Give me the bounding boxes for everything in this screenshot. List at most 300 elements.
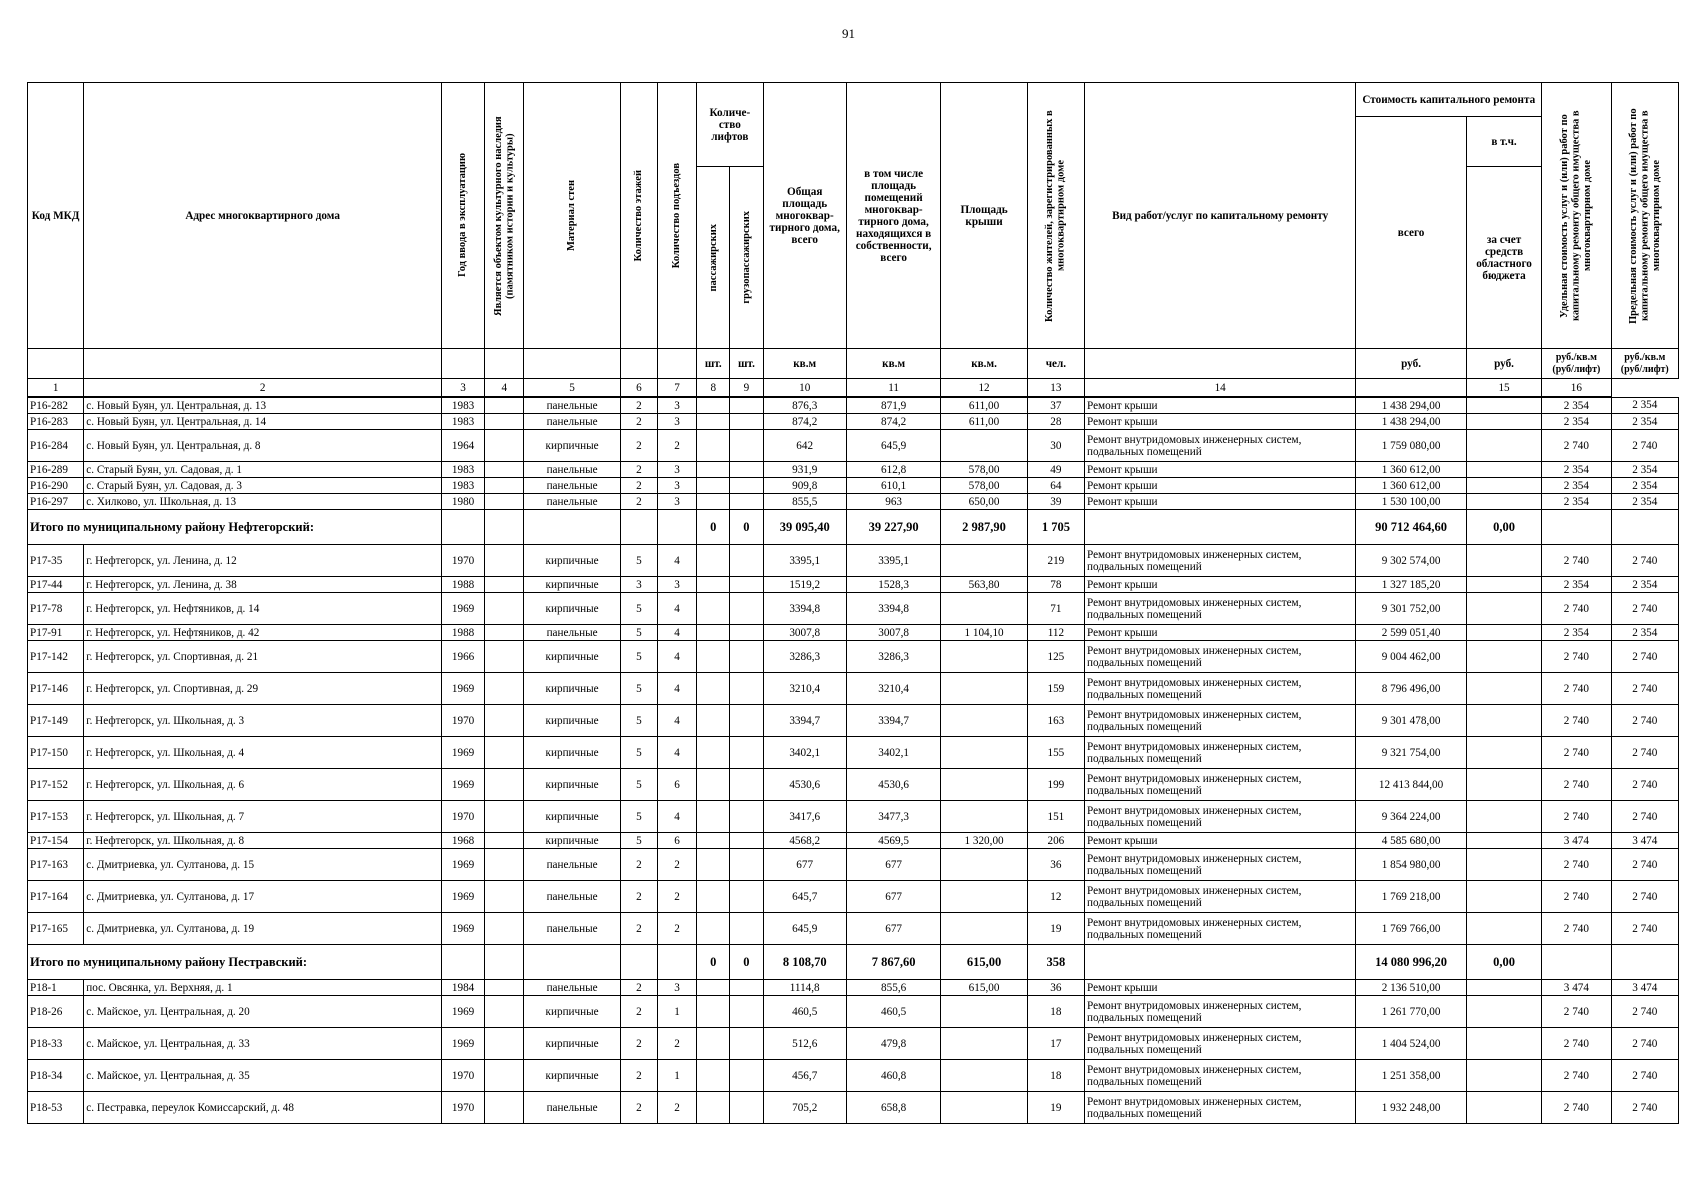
- floors: 2: [620, 414, 657, 430]
- freight-lifts: [730, 769, 763, 801]
- passenger-lifts: [697, 593, 730, 625]
- work-type: Ремонт крыши: [1085, 494, 1356, 510]
- work-type: Ремонт внутридомовых инженерных систем, подвальных помещений: [1085, 1028, 1356, 1060]
- work-type: Ремонт крыши: [1085, 414, 1356, 430]
- roof-area: [941, 545, 1027, 577]
- unit-rub: руб.: [1466, 349, 1541, 379]
- wall-material: панельные: [524, 1092, 620, 1124]
- cost-total: 1 327 185,20: [1356, 577, 1467, 593]
- address: с. Дмитриевка, ул. Султанова, д. 15: [84, 849, 442, 881]
- max-cost: 2 740: [1611, 1092, 1678, 1124]
- max-cost: 2 740: [1611, 593, 1678, 625]
- cost-total: 1 360 612,00: [1356, 462, 1467, 478]
- total-area: 456,7: [763, 1060, 846, 1092]
- max-cost: 2 354: [1611, 577, 1678, 593]
- owned-area: 3394,7: [846, 705, 940, 737]
- roof-area: 650,00: [941, 494, 1027, 510]
- work-type: Ремонт внутридомовых инженерных систем, подвальных помещений: [1085, 849, 1356, 881]
- work-type: Ремонт внутридомовых инженерных систем, подвальных помещений: [1085, 881, 1356, 913]
- address: г. Нефтегорск, ул. Спортивная, д. 29: [84, 673, 442, 705]
- entrances: 1: [658, 996, 697, 1028]
- address: г. Нефтегорск, ул. Спортивная, д. 21: [84, 641, 442, 673]
- wall-material: кирпичные: [524, 705, 620, 737]
- mkd-code: Р18-53: [28, 1092, 84, 1124]
- entrances: 2: [658, 1092, 697, 1124]
- unit-cost: 2 354: [1542, 397, 1611, 414]
- entrances: 4: [658, 625, 697, 641]
- regional-budget: [1466, 913, 1541, 945]
- floors: 2: [620, 996, 657, 1028]
- residents: 37: [1027, 397, 1084, 414]
- freight-lifts: [730, 996, 763, 1028]
- entrances: 4: [658, 673, 697, 705]
- work-type: Ремонт крыши: [1085, 478, 1356, 494]
- residents: 30: [1027, 430, 1084, 462]
- total-residents: 358: [1027, 945, 1084, 980]
- floors: 5: [620, 673, 657, 705]
- passenger-lifts: [697, 705, 730, 737]
- table-row: [28, 494, 1679, 510]
- unit-cost: 2 740: [1542, 769, 1611, 801]
- address: г. Нефтегорск, ул. Нефтяников, д. 42: [84, 625, 442, 641]
- entrances: 3: [658, 397, 697, 414]
- wall-material: панельные: [524, 980, 620, 996]
- wall-material: кирпичные: [524, 1060, 620, 1092]
- cost-total: 1 932 248,00: [1356, 1092, 1467, 1124]
- residents: 206: [1027, 833, 1084, 849]
- year: 1983: [441, 462, 484, 478]
- cost-total: 9 364 224,00: [1356, 801, 1467, 833]
- address: пос. Овсянка, ул. Верхняя, д. 1: [84, 980, 442, 996]
- floors: 5: [620, 833, 657, 849]
- mkd-code: Р16-290: [28, 478, 84, 494]
- work-type: Ремонт внутридомовых инженерных систем, подвальных помещений: [1085, 801, 1356, 833]
- roof-area: 611,00: [941, 414, 1027, 430]
- total-area: 460,5: [763, 996, 846, 1028]
- floors: 5: [620, 769, 657, 801]
- cost-total: 1 261 770,00: [1356, 996, 1467, 1028]
- regional-budget: [1466, 801, 1541, 833]
- mkd-code: Р17-150: [28, 737, 84, 769]
- cost-total: 1 438 294,00: [1356, 414, 1467, 430]
- unit-cost: 2 740: [1542, 1028, 1611, 1060]
- heritage: [485, 641, 524, 673]
- cost-total: 4 585 680,00: [1356, 833, 1467, 849]
- heritage: [485, 593, 524, 625]
- table-row: [28, 737, 1679, 769]
- roof-area: [941, 705, 1027, 737]
- regional-budget: [1466, 625, 1541, 641]
- column-number: 5: [524, 379, 620, 398]
- floors: 2: [620, 494, 657, 510]
- cost-total: 9 301 478,00: [1356, 705, 1467, 737]
- entrances: 2: [658, 913, 697, 945]
- address: с. Майское, ул. Центральная, д. 35: [84, 1060, 442, 1092]
- total-area: 855,5: [763, 494, 846, 510]
- work-type: Ремонт внутридомовых инженерных систем, подвальных помещений: [1085, 593, 1356, 625]
- header-wall-material: Материал стен: [566, 180, 578, 251]
- unit-cost: 2 354: [1542, 478, 1611, 494]
- cost-total: 2 599 051,40: [1356, 625, 1467, 641]
- total-freight-lifts: 0: [730, 945, 763, 980]
- table-row: [28, 478, 1679, 494]
- floors: 3: [620, 577, 657, 593]
- address: г. Нефтегорск, ул. Ленина, д. 12: [84, 545, 442, 577]
- passenger-lifts: [697, 980, 730, 996]
- residents: 151: [1027, 801, 1084, 833]
- header-owned-area: в том числе площадь помещений многоквар-тирного дома, находящихся в собственности, всего: [846, 83, 940, 349]
- total-area: 876,3: [763, 397, 846, 414]
- roof-area: [941, 1028, 1027, 1060]
- year: 1966: [441, 641, 484, 673]
- regional-budget: [1466, 737, 1541, 769]
- floors: 2: [620, 430, 657, 462]
- cost-total: 1 530 100,00: [1356, 494, 1467, 510]
- total-area: 3210,4: [763, 673, 846, 705]
- total-area: 677: [763, 849, 846, 881]
- work-type: Ремонт внутридомовых инженерных систем, подвальных помещений: [1085, 705, 1356, 737]
- freight-lifts: [730, 737, 763, 769]
- total-area: 3394,7: [763, 705, 846, 737]
- heritage: [485, 462, 524, 478]
- roof-area: [941, 881, 1027, 913]
- passenger-lifts: [697, 462, 730, 478]
- heritage: [485, 494, 524, 510]
- roof-area: 611,00: [941, 397, 1027, 414]
- roof-area: [941, 849, 1027, 881]
- work-type: Ремонт крыши: [1085, 625, 1356, 641]
- work-type: Ремонт крыши: [1085, 462, 1356, 478]
- total-passenger-lifts: 0: [697, 510, 730, 545]
- column-number: 12: [941, 379, 1027, 398]
- year: 1969: [441, 849, 484, 881]
- owned-area: 645,9: [846, 430, 940, 462]
- residents: 39: [1027, 494, 1084, 510]
- mkd-code: Р16-289: [28, 462, 84, 478]
- residents: 12: [1027, 881, 1084, 913]
- header-freight-lifts: грузопассажирских: [740, 211, 752, 304]
- work-type: Ремонт внутридомовых инженерных систем, подвальных помещений: [1085, 769, 1356, 801]
- mkd-code: Р17-165: [28, 913, 84, 945]
- owned-area: 658,8: [846, 1092, 940, 1124]
- total-cost: 90 712 464,60: [1356, 510, 1467, 545]
- wall-material: кирпичные: [524, 833, 620, 849]
- year: 1988: [441, 625, 484, 641]
- column-number: 1: [28, 379, 84, 398]
- address: с. Майское, ул. Центральная, д. 33: [84, 1028, 442, 1060]
- freight-lifts: [730, 673, 763, 705]
- work-type: Ремонт крыши: [1085, 833, 1356, 849]
- regional-budget: [1466, 593, 1541, 625]
- entrances: 3: [658, 577, 697, 593]
- roof-area: [941, 769, 1027, 801]
- mkd-code: Р17-78: [28, 593, 84, 625]
- heritage: [485, 397, 524, 414]
- year: 1970: [441, 545, 484, 577]
- wall-material: панельные: [524, 849, 620, 881]
- heritage: [485, 1092, 524, 1124]
- work-type: Ремонт внутридомовых инженерных систем, подвальных помещений: [1085, 545, 1356, 577]
- year: 1969: [441, 769, 484, 801]
- entrances: 4: [658, 705, 697, 737]
- wall-material: кирпичные: [524, 996, 620, 1028]
- heritage: [485, 1060, 524, 1092]
- freight-lifts: [730, 478, 763, 494]
- header-lifts: Количе-ство лифтов: [697, 83, 763, 167]
- regional-budget: [1466, 577, 1541, 593]
- floors: 2: [620, 1028, 657, 1060]
- passenger-lifts: [697, 833, 730, 849]
- year: 1970: [441, 1092, 484, 1124]
- address: г. Нефтегорск, ул. Школьная, д. 7: [84, 801, 442, 833]
- unit-rub-sqm: руб./кв.м (руб/лифт): [1611, 349, 1678, 379]
- table-row: [28, 996, 1679, 1028]
- residents: 219: [1027, 545, 1084, 577]
- header-total-area: Общая площадь многоквар-тирного дома, всего: [763, 83, 846, 349]
- freight-lifts: [730, 625, 763, 641]
- total-area: 909,8: [763, 478, 846, 494]
- entrances: 3: [658, 462, 697, 478]
- entrances: 3: [658, 478, 697, 494]
- floors: 2: [620, 1092, 657, 1124]
- total-roof-area: 2 987,90: [941, 510, 1027, 545]
- residents: 159: [1027, 673, 1084, 705]
- owned-area: 3394,8: [846, 593, 940, 625]
- header-passenger-lifts: пассажирских: [707, 223, 719, 292]
- total-area: 1114,8: [763, 980, 846, 996]
- regional-budget: [1466, 1028, 1541, 1060]
- table-row: [28, 801, 1679, 833]
- table-row: [28, 462, 1679, 478]
- wall-material: панельные: [524, 625, 620, 641]
- column-number: 11: [846, 379, 940, 398]
- total-area: 705,2: [763, 1092, 846, 1124]
- wall-material: кирпичные: [524, 769, 620, 801]
- wall-material: панельные: [524, 913, 620, 945]
- total-freight-lifts: 0: [730, 510, 763, 545]
- mkd-code: Р16-284: [28, 430, 84, 462]
- passenger-lifts: [697, 801, 730, 833]
- max-cost: 2 740: [1611, 996, 1678, 1028]
- wall-material: панельные: [524, 494, 620, 510]
- entrances: 3: [658, 980, 697, 996]
- owned-area: 1528,3: [846, 577, 940, 593]
- entrances: 2: [658, 1028, 697, 1060]
- freight-lifts: [730, 462, 763, 478]
- heritage: [485, 769, 524, 801]
- owned-area: 677: [846, 849, 940, 881]
- owned-area: 871,9: [846, 397, 940, 414]
- total-area: 3007,8: [763, 625, 846, 641]
- cost-total: 1 854 980,00: [1356, 849, 1467, 881]
- floors: 5: [620, 593, 657, 625]
- roof-area: 578,00: [941, 462, 1027, 478]
- max-cost: 2 740: [1611, 705, 1678, 737]
- floors: 2: [620, 849, 657, 881]
- freight-lifts: [730, 881, 763, 913]
- total-area: 645,9: [763, 913, 846, 945]
- header-unit-cost: Удельная стоимость услуг и (или) работ по капитальному ремонту общего имущества в многоквартирном доме: [1559, 110, 1594, 321]
- floors: 5: [620, 625, 657, 641]
- table-row: [28, 641, 1679, 673]
- freight-lifts: [730, 593, 763, 625]
- column-number: 2: [84, 379, 442, 398]
- unit-cost: 2 740: [1542, 1092, 1611, 1124]
- owned-area: 460,8: [846, 1060, 940, 1092]
- unit-cost: 2 740: [1542, 430, 1611, 462]
- max-cost: 2 740: [1611, 1028, 1678, 1060]
- entrances: 2: [658, 881, 697, 913]
- floors: 2: [620, 397, 657, 414]
- roof-area: [941, 641, 1027, 673]
- header-work-type: Вид работ/услуг по капитальному ремонту: [1085, 83, 1356, 349]
- heritage: [485, 673, 524, 705]
- owned-area: 963: [846, 494, 940, 510]
- year: 1984: [441, 980, 484, 996]
- freight-lifts: [730, 577, 763, 593]
- table-row: [28, 625, 1679, 641]
- regional-budget: [1466, 849, 1541, 881]
- entrances: 3: [658, 494, 697, 510]
- unit-pcs: шт.: [697, 349, 730, 379]
- year: 1980: [441, 494, 484, 510]
- regional-budget: [1466, 641, 1541, 673]
- year: 1983: [441, 478, 484, 494]
- work-type: Ремонт крыши: [1085, 577, 1356, 593]
- cost-total: 1 769 218,00: [1356, 881, 1467, 913]
- residents: 125: [1027, 641, 1084, 673]
- regional-budget: [1466, 833, 1541, 849]
- owned-area: 855,6: [846, 980, 940, 996]
- regional-budget: [1466, 1092, 1541, 1124]
- table-row: [28, 577, 1679, 593]
- wall-material: кирпичные: [524, 801, 620, 833]
- column-number: 15: [1466, 379, 1541, 398]
- page-number: 91: [842, 26, 855, 41]
- heritage: [485, 625, 524, 641]
- table-row: [28, 980, 1679, 996]
- heritage: [485, 545, 524, 577]
- max-cost: 2 740: [1611, 641, 1678, 673]
- max-cost: 2 740: [1611, 881, 1678, 913]
- passenger-lifts: [697, 769, 730, 801]
- mkd-code: Р17-91: [28, 625, 84, 641]
- work-type: Ремонт внутридомовых инженерных систем, подвальных помещений: [1085, 641, 1356, 673]
- header-max-cost: Предельная стоимость услуг и (или) работ по капитальному ремонту общего имущества в многоквартирном доме: [1627, 107, 1662, 324]
- floors: 2: [620, 913, 657, 945]
- address: с. Новый Буян, ул. Центральная, д. 8: [84, 430, 442, 462]
- mkd-code: Р17-164: [28, 881, 84, 913]
- year: 1970: [441, 1060, 484, 1092]
- year: 1969: [441, 996, 484, 1028]
- header-roof-area: Площадь крыши: [941, 83, 1027, 349]
- wall-material: панельные: [524, 414, 620, 430]
- roof-area: 1 320,00: [941, 833, 1027, 849]
- work-type: Ремонт крыши: [1085, 397, 1356, 414]
- total-area: 39 095,40: [763, 510, 846, 545]
- total-owned-area: 7 867,60: [846, 945, 940, 980]
- cost-total: 8 796 496,00: [1356, 673, 1467, 705]
- owned-area: 479,8: [846, 1028, 940, 1060]
- total-area: 931,9: [763, 462, 846, 478]
- cost-total: 12 413 844,00: [1356, 769, 1467, 801]
- roof-area: 1 104,10: [941, 625, 1027, 641]
- table-body: [28, 397, 1679, 1124]
- roof-area: [941, 430, 1027, 462]
- unit-cost: 2 740: [1542, 705, 1611, 737]
- address: с. Новый Буян, ул. Центральная, д. 13: [84, 397, 442, 414]
- work-type: Ремонт внутридомовых инженерных систем, подвальных помещений: [1085, 1092, 1356, 1124]
- work-type: Ремонт внутридомовых инженерных систем, подвальных помещений: [1085, 1060, 1356, 1092]
- year: 1969: [441, 673, 484, 705]
- cost-total: 1 404 524,00: [1356, 1028, 1467, 1060]
- repair-register-table: [27, 82, 1679, 1124]
- roof-area: [941, 1060, 1027, 1092]
- unit-cost: 3 474: [1542, 980, 1611, 996]
- max-cost: 2 354: [1611, 625, 1678, 641]
- residents: 163: [1027, 705, 1084, 737]
- address: г. Нефтегорск, ул. Школьная, д. 6: [84, 769, 442, 801]
- mkd-code: Р18-26: [28, 996, 84, 1028]
- freight-lifts: [730, 849, 763, 881]
- max-cost: 2 354: [1611, 494, 1678, 510]
- passenger-lifts: [697, 1092, 730, 1124]
- residents: 155: [1027, 737, 1084, 769]
- regional-budget: [1466, 414, 1541, 430]
- table-row: [28, 593, 1679, 625]
- table-row: [28, 397, 1679, 414]
- address: с. Дмитриевка, ул. Султанова, д. 19: [84, 913, 442, 945]
- floors: 2: [620, 1060, 657, 1092]
- max-cost: 2 740: [1611, 430, 1678, 462]
- heritage: [485, 833, 524, 849]
- owned-area: 3477,3: [846, 801, 940, 833]
- cost-total: 1 251 358,00: [1356, 1060, 1467, 1092]
- mkd-code: Р17-146: [28, 673, 84, 705]
- passenger-lifts: [697, 737, 730, 769]
- total-area: 512,6: [763, 1028, 846, 1060]
- unit-cost: 2 740: [1542, 673, 1611, 705]
- work-type: Ремонт внутридомовых инженерных систем, подвальных помещений: [1085, 737, 1356, 769]
- cost-total: 1 360 612,00: [1356, 478, 1467, 494]
- year: 1964: [441, 430, 484, 462]
- regional-budget: [1466, 769, 1541, 801]
- heritage: [485, 996, 524, 1028]
- year: 1983: [441, 414, 484, 430]
- unit-cost: 2 740: [1542, 881, 1611, 913]
- freight-lifts: [730, 641, 763, 673]
- unit-cost: 2 740: [1542, 913, 1611, 945]
- freight-lifts: [730, 1092, 763, 1124]
- unit-cost: 2 354: [1542, 494, 1611, 510]
- owned-area: 677: [846, 881, 940, 913]
- floors: 2: [620, 881, 657, 913]
- total-area: 3394,8: [763, 593, 846, 625]
- roof-area: 578,00: [941, 478, 1027, 494]
- floors: 5: [620, 705, 657, 737]
- passenger-lifts: [697, 545, 730, 577]
- floors: 5: [620, 737, 657, 769]
- roof-area: [941, 1092, 1027, 1124]
- column-number: 14: [1085, 379, 1356, 398]
- entrances: 6: [658, 769, 697, 801]
- wall-material: кирпичные: [524, 737, 620, 769]
- unit-cost: 2 740: [1542, 641, 1611, 673]
- table-row: [28, 414, 1679, 430]
- unit-cost: 2 354: [1542, 462, 1611, 478]
- owned-area: 3210,4: [846, 673, 940, 705]
- entrances: 4: [658, 641, 697, 673]
